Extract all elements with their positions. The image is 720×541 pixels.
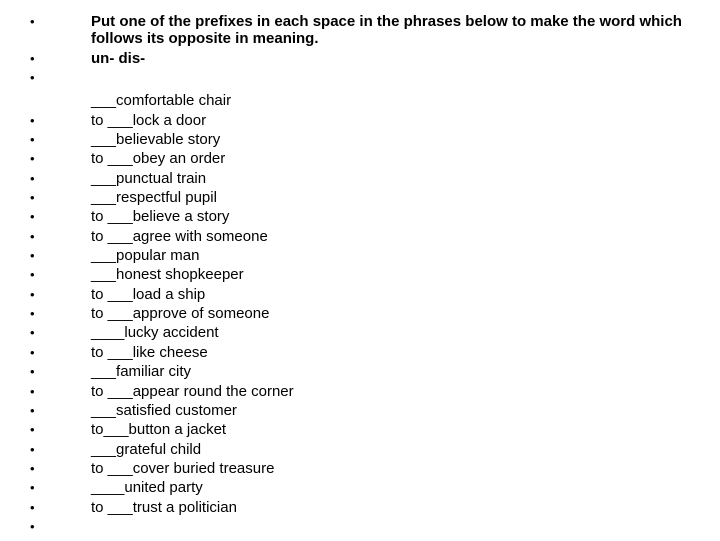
phrase-text: ___honest shopkeeper [91, 266, 244, 284]
phrase-item [30, 441, 700, 458]
phrase-text: to ___cover buried treasure [91, 459, 275, 477]
phrase-item [30, 383, 700, 400]
phrase-item [30, 363, 700, 380]
bullet-icon: • [30, 112, 35, 128]
phrase-item [30, 228, 700, 245]
phrase-text: ___punctual train [91, 169, 207, 187]
phrase-text: to ___agree with someone [91, 227, 268, 245]
phrase-item [30, 266, 700, 283]
instruction-item [30, 13, 700, 47]
bullet-icon: • [30, 248, 35, 264]
phrase-text: ____lucky accident [91, 324, 219, 342]
phrase-text: ___familiar city [91, 363, 192, 381]
phrase-item [30, 247, 700, 264]
bullet-icon: • [30, 499, 35, 515]
phrase-item [30, 344, 700, 361]
bullet-icon: • [30, 51, 35, 66]
bullet-icon: • [30, 170, 35, 186]
first-phrase-item [30, 69, 700, 109]
bullet-icon: • [30, 422, 35, 438]
phrase-item [30, 208, 700, 225]
phrase-item [30, 150, 700, 167]
phrase-text: ___grateful child [91, 440, 202, 458]
prefixes-text: un- dis- [91, 50, 146, 67]
phrase-item [30, 460, 700, 477]
bullet-icon: • [30, 228, 35, 244]
bullet-icon: • [30, 70, 35, 86]
phrase-text: ____united party [91, 479, 203, 497]
phrase-text: to ___appear round the corner [91, 382, 294, 400]
bullet-icon: • [30, 402, 35, 418]
bullet-icon: • [30, 518, 35, 534]
phrase-item [30, 170, 700, 187]
phrase-item [30, 479, 700, 496]
phrase-text: to ___trust a politician [91, 498, 237, 516]
phrase-item [30, 131, 700, 148]
phrase-text: to ___like cheese [91, 343, 208, 361]
phrase-text: ___comfortable chair [91, 92, 232, 110]
bullet-icon: • [30, 286, 35, 302]
bullet-icon: • [30, 190, 35, 206]
phrase-text: to ___approve of someone [91, 305, 270, 323]
phrase-item [30, 499, 700, 516]
bullet-icon: • [30, 306, 35, 322]
phrase-text: ___believable story [91, 131, 221, 149]
bullet-icon: • [30, 132, 35, 148]
phrase-text: ___respectful pupil [91, 189, 217, 207]
phrase-item [30, 189, 700, 206]
phrase-text: to ___believe a story [91, 208, 230, 226]
bullet-icon: • [30, 209, 35, 225]
bullet-icon: • [30, 267, 35, 283]
prefixes-item [30, 50, 700, 67]
phrase-item [30, 112, 700, 129]
phrase-text: to ___load a ship [91, 285, 206, 303]
phrase-text: ___satisfied customer [91, 401, 237, 419]
phrase-item [30, 324, 700, 341]
phrase-text: to___button a jacket [91, 421, 227, 439]
bullet-icon: • [30, 364, 35, 380]
empty-item [30, 518, 700, 539]
bullet-icon: • [30, 325, 35, 341]
phrase-text: ___popular man [91, 247, 200, 265]
bullet-icon: • [30, 460, 35, 476]
instruction-text: Put one of the prefixes in each space in the phrases below to make the word which follows its opposite in meaning. [91, 13, 682, 47]
phrase-text: to ___lock a door [91, 111, 207, 129]
bullet-icon: • [30, 441, 35, 457]
phrase-item [30, 286, 700, 303]
bullet-icon: • [30, 480, 35, 496]
bullet-icon: • [30, 14, 35, 29]
phrase-item [30, 305, 700, 322]
bullet-icon: • [30, 344, 35, 360]
phrase-item [30, 402, 700, 419]
bullet-icon: • [30, 383, 35, 399]
bullet-icon: • [30, 151, 35, 167]
phrase-text: to ___obey an order [91, 150, 226, 168]
phrase-item [30, 421, 700, 438]
exercise-list [30, 13, 700, 541]
